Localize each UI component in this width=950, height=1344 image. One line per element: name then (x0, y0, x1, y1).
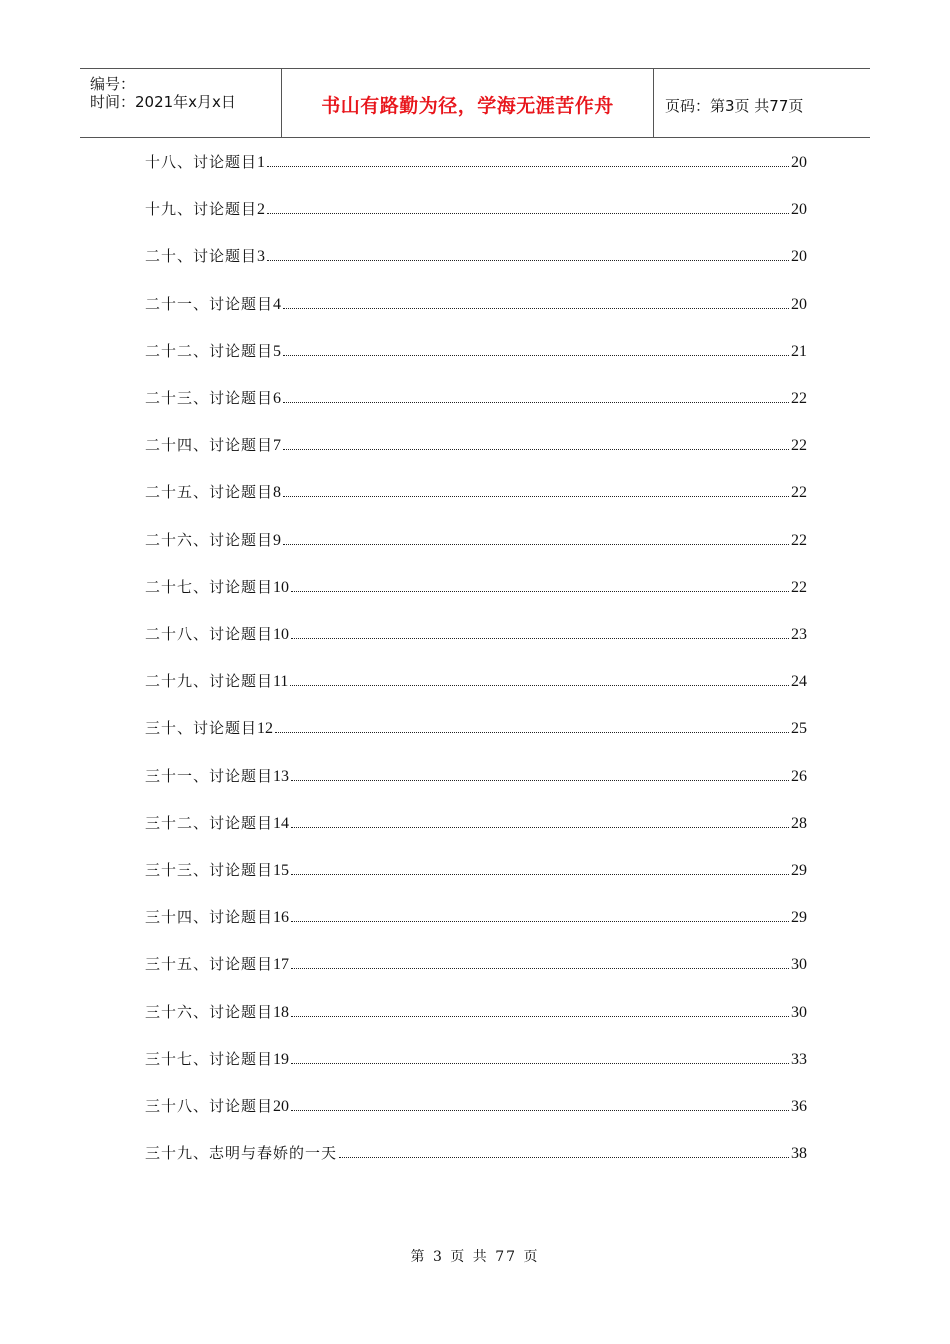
toc-entry[interactable] (145, 242, 807, 266)
toc-entry[interactable] (145, 384, 807, 408)
toc-entry-page: 22 (791, 484, 807, 502)
toc-entry-number: 15 (273, 862, 290, 879)
toc-entry[interactable] (145, 148, 807, 172)
toc-entry-number: 4 (273, 295, 282, 313)
toc-entry-page: 29 (791, 862, 807, 879)
toc-entry-title: 二十五、讨论题目 (145, 483, 274, 502)
toc-entry-title: 二十一、讨论题目 (145, 294, 274, 313)
toc-entry[interactable] (145, 1092, 807, 1116)
toc-entry-title: 二十四、讨论题目 (145, 436, 274, 455)
toc-entry-title: 三十、讨论题目 (145, 719, 258, 738)
toc-entry-page: 25 (791, 720, 807, 738)
toc-entry[interactable] (145, 809, 807, 833)
toc-entry-title: 二十六、讨论题目 (145, 530, 274, 549)
toc-entry-title: 三十七、讨论题目 (145, 1049, 274, 1068)
toc-entry[interactable] (145, 290, 807, 314)
toc-entry-number: 19 (273, 1050, 290, 1068)
toc-entry-number: 6 (273, 390, 282, 407)
toc-entry-number: 20 (273, 1098, 290, 1115)
toc-entry-number: 11 (273, 673, 289, 691)
toc-entry[interactable] (145, 195, 807, 219)
toc-entry-page: 33 (791, 1050, 807, 1068)
toc-entry-page: 30 (791, 956, 807, 974)
toc-entry-number: 10 (273, 626, 290, 643)
toc-entry-number: 1 (257, 154, 266, 171)
toc-entry[interactable] (145, 856, 807, 880)
toc-entry-number: 13 (273, 767, 290, 785)
toc-entry-number: 3 (257, 248, 266, 266)
toc-entry-number: 12 (257, 720, 274, 738)
toc-entry-page: 20 (791, 154, 807, 171)
toc-entry-page: 26 (791, 767, 807, 785)
toc-entry-number: 9 (273, 531, 282, 549)
toc-entry-page: 21 (791, 342, 807, 360)
toc-entry[interactable] (145, 337, 807, 361)
toc-entry-page: 20 (791, 248, 807, 266)
toc-dot-leader (291, 967, 789, 969)
toc-entry-title: 十八、讨论题目 (145, 153, 258, 171)
toc-dot-leader (291, 590, 789, 592)
toc-entry[interactable] (145, 714, 807, 738)
toc-entry-title: 二十二、讨论题目 (145, 341, 274, 360)
toc-entry-title: 三十二、讨论题目 (145, 813, 274, 832)
toc-entry-number: 17 (273, 956, 290, 974)
document-number-label: 编号： (90, 75, 136, 93)
toc-entry-title: 三十一、讨论题目 (145, 766, 274, 785)
toc-entry[interactable] (145, 1045, 807, 1069)
toc-dot-leader (267, 165, 789, 167)
page-header (80, 68, 870, 138)
toc-entry-title: 十九、讨论题目 (145, 200, 258, 219)
toc-entry[interactable] (145, 667, 807, 691)
toc-entry-title: 二十七、讨论题目 (145, 577, 274, 596)
toc-entry-number: 18 (273, 1003, 290, 1021)
toc-entry-title: 三十五、讨论题目 (145, 955, 274, 974)
toc-entry-title: 三十九、志明与春娇的一天 (145, 1144, 338, 1163)
toc-entry-number: 16 (273, 909, 290, 927)
toc-entry[interactable] (145, 431, 807, 455)
toc-entry-page: 20 (791, 201, 807, 219)
toc-entry[interactable] (145, 762, 807, 786)
toc-entry-page: 23 (791, 626, 807, 643)
toc-entry[interactable] (145, 903, 807, 927)
toc-entry[interactable] (145, 526, 807, 550)
toc-dot-leader (291, 637, 789, 639)
toc-entry-page: 28 (791, 814, 807, 832)
toc-dot-leader (283, 307, 789, 309)
toc-dot-leader (283, 401, 789, 403)
toc-dot-leader (291, 1015, 789, 1017)
page-footer: 第 3 页 共 77 页 (410, 1249, 540, 1265)
toc-entry-page: 20 (791, 295, 807, 313)
toc-entry-title: 三十四、讨论题目 (145, 908, 274, 927)
toc-dot-leader (283, 543, 789, 545)
toc-entry-title: 三十三、讨论题目 (145, 861, 274, 879)
toc-entry-page: 22 (791, 531, 807, 549)
header-page-cell (655, 69, 870, 137)
toc-entry[interactable] (145, 478, 807, 502)
document-date-label: 时间：2021年x月x日 (90, 93, 236, 111)
toc-entry[interactable] (145, 1139, 807, 1163)
toc-entry-title: 二十八、讨论题目 (145, 625, 274, 643)
toc-dot-leader (291, 920, 789, 922)
toc-entry-number: 7 (273, 437, 282, 455)
toc-entry-page: 22 (791, 390, 807, 407)
toc-entry-title: 三十六、讨论题目 (145, 1002, 274, 1021)
toc-entry-number: 10 (273, 578, 290, 596)
motto-text: 书山有路勤为径，学海无涯苦作舟 (321, 95, 614, 117)
toc-entry-title: 二十九、讨论题目 (145, 672, 274, 691)
toc-dot-leader (290, 684, 789, 686)
toc-entry-page: 22 (791, 437, 807, 455)
toc-dot-leader (283, 448, 789, 450)
toc-entry-page: 22 (791, 578, 807, 596)
toc-dot-leader (291, 1109, 789, 1111)
toc-entry-page: 36 (791, 1098, 807, 1115)
toc-entry-page: 24 (791, 673, 807, 691)
toc-entry[interactable] (145, 998, 807, 1022)
toc-entry-number: 5 (273, 342, 282, 360)
toc-dot-leader (275, 731, 789, 733)
toc-dot-leader (291, 779, 789, 781)
toc-entry-page: 38 (791, 1145, 807, 1163)
toc-entry-page: 30 (791, 1003, 807, 1021)
toc-entry-title: 二十、讨论题目 (145, 247, 258, 266)
toc-dot-leader (283, 495, 789, 497)
toc-dot-leader (291, 1062, 789, 1064)
toc-dot-leader (283, 354, 789, 356)
toc-entry-number: 8 (273, 484, 282, 502)
toc-entry[interactable] (145, 620, 807, 644)
header-motto-cell (282, 69, 654, 137)
toc-entry-title: 三十八、讨论题目 (145, 1097, 274, 1115)
toc-dot-leader (267, 212, 789, 214)
toc-dot-leader (291, 826, 789, 828)
page-info: 页码：第3页 共77页 (665, 97, 804, 115)
toc-entry-number: 14 (273, 814, 290, 832)
toc-entry-number: 2 (257, 201, 266, 219)
toc-entry[interactable] (145, 573, 807, 597)
toc-entry-page: 29 (791, 909, 807, 927)
toc-dot-leader (267, 259, 789, 261)
toc-entry-title: 二十三、讨论题目 (145, 389, 274, 407)
toc-dot-leader (339, 1156, 789, 1158)
toc-entry[interactable] (145, 950, 807, 974)
toc-dot-leader (291, 873, 789, 875)
header-meta-cell (80, 69, 282, 137)
